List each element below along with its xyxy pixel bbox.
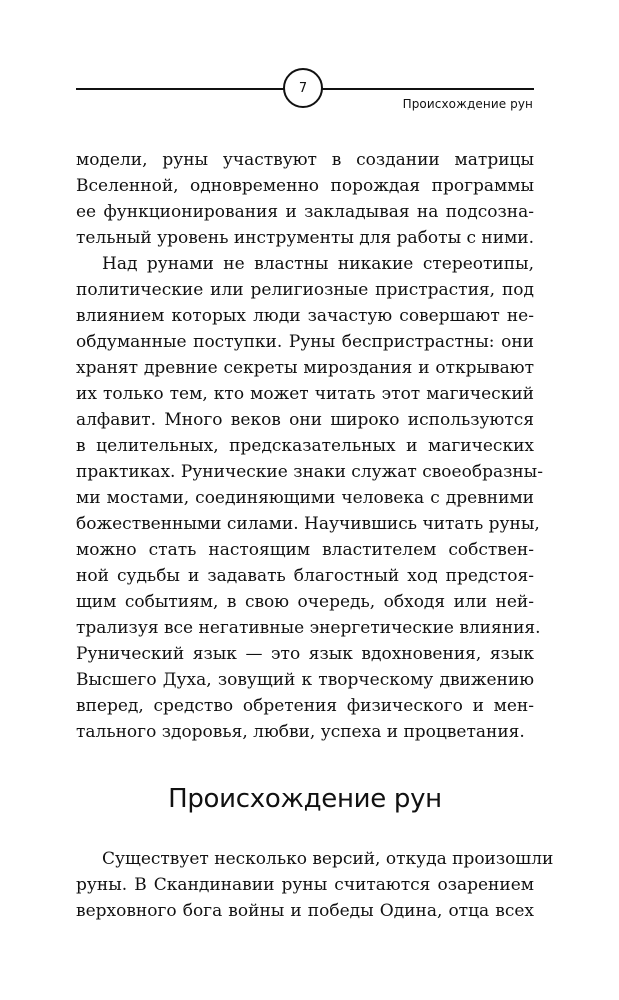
- page-number: [283, 68, 323, 108]
- text-line: руны. В Скандинавии руны считаются озарением: [76, 875, 534, 895]
- text-line: алфавит. Много веков они широко используются: [76, 410, 534, 430]
- section-heading: Происхождение рун: [168, 784, 442, 814]
- text-line: Рунический язык — это язык вдохновения, язык: [76, 644, 534, 664]
- text-line: ее функционирования и закладывая на подсозна-: [76, 202, 534, 222]
- text-line: ной судьбы и задавать благостный ход предстоя-: [76, 566, 534, 586]
- text-line: трализуя все негативные энергетические влияния.: [76, 618, 541, 638]
- text-line: верховного бога войны и победы Одина, отца всех: [76, 901, 534, 921]
- text-line: обдуманные поступки. Руны беспристрастны: они: [76, 332, 534, 352]
- text-line: в целительных, предсказательных и магических: [76, 436, 534, 456]
- text-line: щим событиям, в свою очередь, обходя или ней-: [76, 592, 534, 612]
- text-line: ми мостами, соединяющими человека с древними: [76, 488, 534, 508]
- text-line: Высшего Духа, зовущий к творческому движению: [76, 670, 534, 690]
- text-line: можно стать настоящим властителем собствен-: [76, 540, 534, 560]
- text-line: политические или религиозные пристрастия, под: [76, 280, 534, 300]
- text-line: модели, руны участвуют в создании матрицы: [76, 150, 534, 170]
- text-line: Существует несколько версий, откуда произошли: [102, 849, 554, 869]
- text-line: практиках. Рунические знаки служат своеобразны-: [76, 462, 543, 482]
- text-line: Вселенной, одновременно порождая программы: [76, 176, 534, 196]
- body-text-top: [76, 147, 543, 745]
- text-line: вперед, средство обретения физического и мен-: [76, 696, 534, 716]
- page-number-text: 7: [298, 80, 308, 96]
- text-line: тельный уровень инструменты для работы с ними.: [76, 228, 535, 248]
- text-line: божественными силами. Научившись читать руны,: [76, 514, 540, 534]
- text-line: влиянием которых люди зачастую совершают не-: [76, 306, 534, 326]
- text-line: Над рунами не властны никакие стереотипы,: [102, 254, 534, 274]
- body-text-section: [76, 846, 554, 924]
- running-head: Происхождение рун: [402, 97, 533, 111]
- text-line: тального здоровья, любви, успеха и процветания.: [76, 722, 525, 742]
- text-line: их только тем, кто может читать этот магический: [76, 384, 534, 404]
- text-line: хранят древние секреты мироздания и открывают: [76, 358, 534, 378]
